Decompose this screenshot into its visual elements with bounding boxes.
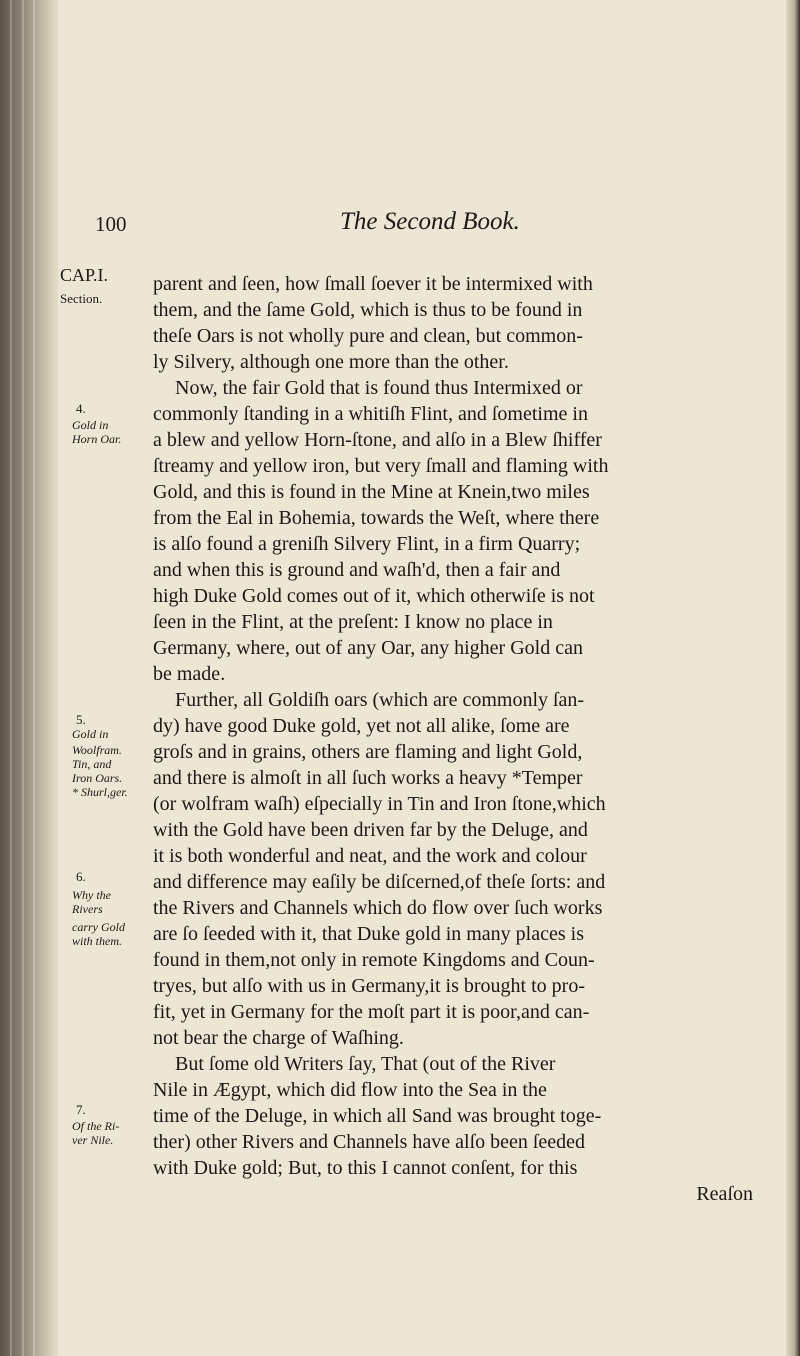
text-line: found in them,not only in remote Kingdoms and Coun- xyxy=(153,949,595,971)
text-line: it is both wonderful and neat, and the work and colour xyxy=(153,845,587,867)
text-line: Now, the fair Gold that is found thus Intermixed or xyxy=(175,377,583,399)
text-line: dy) have good Duke gold, yet not all alike, ſome are xyxy=(153,715,570,737)
text-line: ther) other Rivers and Channels have alſo been ſeeded xyxy=(153,1131,586,1153)
page-edge-shadow xyxy=(786,0,800,1356)
text-line: with Duke gold; But, to this I cannot conſent, for this xyxy=(153,1157,578,1179)
margin-note-line: with them. xyxy=(72,934,122,948)
margin-note-line: CAP.I. xyxy=(60,268,109,282)
text-line: is alſo found a greniſh Silvery Flint, in a firm Quarry; xyxy=(153,533,581,555)
page-number: 100 xyxy=(95,212,127,236)
text-line: from the Eal in Bohemia, towards the Weſt, where there xyxy=(153,507,600,529)
margin-note-line: Rivers xyxy=(72,902,103,916)
text-line: fit, yet in Germany for the moſt part it is poor,and can- xyxy=(153,1001,590,1023)
margin-note-line: 7. xyxy=(76,1103,86,1117)
text-line: tryes, but alſo with us in Germany,it is brought to pro- xyxy=(153,975,585,997)
margin-note-line: 4. xyxy=(76,402,86,416)
text-line: Further, all Goldiſh oars (which are commonly ſan- xyxy=(175,689,585,711)
text-line: commonly ſtanding in a whitiſh Flint, and ſometime in xyxy=(153,403,588,425)
text-line: with the Gold have been driven far by the Deluge, and xyxy=(153,819,588,841)
text-line: and when this is ground and waſh'd, then a fair and xyxy=(153,559,561,581)
margin-note-line: Section. xyxy=(60,292,103,306)
margin-note-line: 6. xyxy=(76,870,86,884)
margin-note-line: carry Gold xyxy=(72,920,125,934)
text-line: parent and ſeen, how ſmall ſoever it be intermixed with xyxy=(153,273,593,295)
text-line: the Rivers and Channels which do flow over ſuch works xyxy=(153,897,603,919)
margin-note-line: Why the xyxy=(72,888,111,902)
text-line: be made. xyxy=(153,663,226,685)
text-line: (or wolfram waſh) eſpecially in Tin and Iron ſtone,which xyxy=(153,793,606,815)
margin-note-line: 5. xyxy=(76,713,86,727)
margin-note-line: Of the Ri- xyxy=(72,1119,120,1133)
page-gutter-shadow xyxy=(0,0,58,1356)
text-line: Nile in Ægypt, which did flow into the Sea in the xyxy=(153,1079,547,1101)
margin-note-line: ver Nile. xyxy=(72,1133,114,1147)
text-line: them, and the ſame Gold, which is thus to be found in xyxy=(153,299,583,321)
text-line: are ſo ſeeded with it, that Duke gold in many places is xyxy=(153,923,584,945)
margin-note-line: * Shurl,ger. xyxy=(72,785,128,799)
text-line: not bear the charge of Waſhing. xyxy=(153,1027,404,1049)
text-line: and difference may eaſily be diſcerned,of theſe ſorts: and xyxy=(153,871,606,893)
margin-note-line: Iron Oars. xyxy=(72,771,123,785)
text-line: groſs and in grains, others are flaming and light Gold, xyxy=(153,741,583,763)
text-line: high Duke Gold comes out of it, which otherwiſe is not xyxy=(153,585,595,607)
margin-note-line: Tin, and xyxy=(72,757,112,771)
margin-note-line: Woolfram. xyxy=(72,743,122,757)
margin-note-line: Gold in xyxy=(72,418,109,432)
catchword: Reaſon xyxy=(696,1183,753,1205)
text-line: ſeen in the Flint, at the preſent: I know no place in xyxy=(153,611,553,633)
text-line: and there is almoſt in all ſuch works a heavy *Temper xyxy=(153,767,583,789)
margin-note-line: Gold in xyxy=(72,727,109,741)
text-line: But ſome old Writers ſay, That (out of the River xyxy=(175,1053,556,1075)
running-head: The Second Book. xyxy=(340,208,520,235)
margin-note-line: Horn Oar. xyxy=(72,432,122,446)
page-header xyxy=(0,208,800,248)
text-line: ly Silvery, although one more than the other. xyxy=(153,351,509,373)
text-line: ſtreamy and yellow iron, but very ſmall and flaming with xyxy=(153,455,609,477)
text-line: a blew and yellow Horn-ſtone, and alſo in a Blew ſhiffer xyxy=(153,429,602,451)
text-line: Gold, and this is found in the Mine at Knein,two miles xyxy=(153,481,590,503)
text-line: time of the Deluge, in which all Sand was brought toge- xyxy=(153,1105,602,1127)
text-line: Germany, where, out of any Oar, any higher Gold can xyxy=(153,637,583,659)
text-line: theſe Oars is not wholly pure and clean, but common- xyxy=(153,325,583,347)
